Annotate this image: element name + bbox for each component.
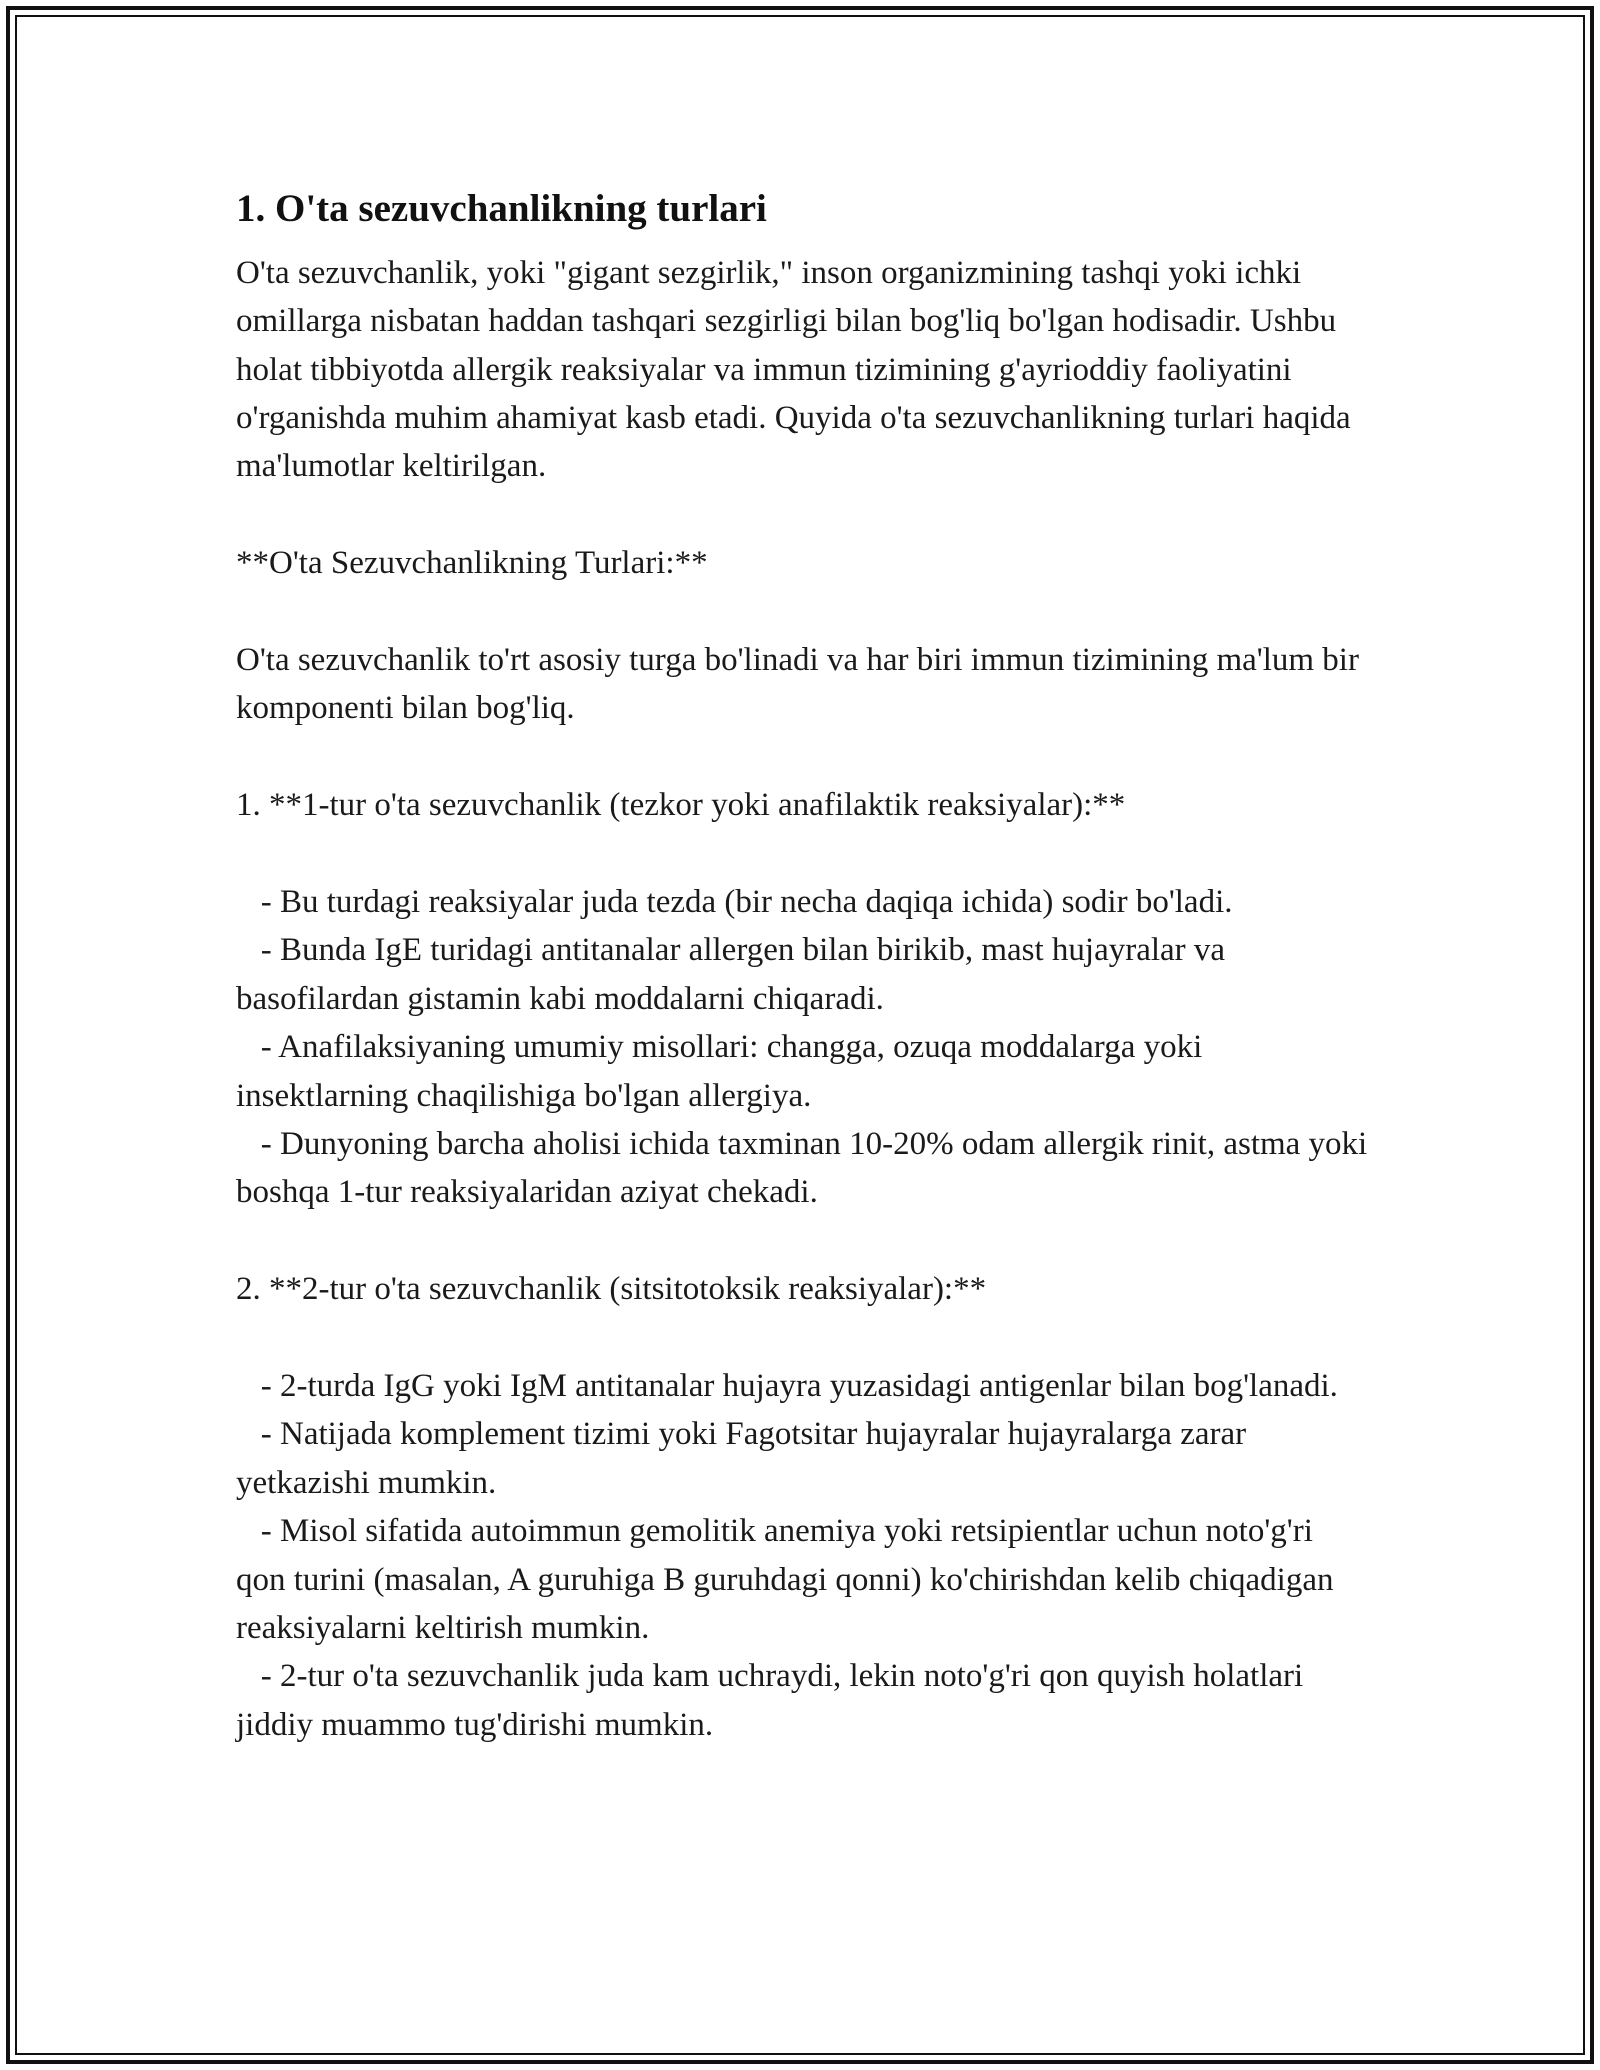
paragraph-gap — [236, 830, 1370, 878]
paragraph-gap — [236, 491, 1370, 539]
type-1-bullet: - Dunyoning barcha aholisi ichida taxminan 10-20% odam allergik rinit, astma yoki boshqa 1-tur reaksiyalaridan aziyat chekadi. — [236, 1126, 1376, 1211]
type-1-bullet: - Bu turdagi reaksiyalar juda tezda (bir necha daqiqa ichida) sodir bo'ladi. — [236, 884, 1233, 921]
section-heading: 1. O'ta sezuvchanlikning turlari — [236, 187, 767, 230]
type-1-title: 1. **1-tur o'ta sezuvchanlik (tezkor yoki anafilaktik reaksiyalar):** — [236, 787, 1126, 824]
type-2-bullet: - 2-tur o'ta sezuvchanlik juda kam uchraydi, lekin noto'g'ri qon quyish holatlari jiddiy muammo tug'dirishi mumkin. — [236, 1658, 1312, 1743]
type-2-bullet: - Natijada komplement tizimi yoki Fagotsitar hujayralar hujayralarga zarar yetkazishi mumkin. — [236, 1416, 1255, 1501]
paragraph-gap — [236, 1314, 1370, 1362]
type-2-bullet: - Misol sifatida autoimmun gemolitik anemiya yoki retsipientlar uchun noto'g'ri qon turini (masalan, A guruhiga B guruhdagi qonni) ko'chirishdan kelib chiqadigan reaksiyalarni keltirish mumkin. — [236, 1513, 1342, 1647]
paragraph-gap — [236, 588, 1370, 636]
type-2-bullet: - 2-turda IgG yoki IgM antitanalar hujayra yuzasidagi antigenlar bilan bog'lanadi. — [236, 1368, 1338, 1405]
paragraph-gap — [236, 733, 1370, 781]
type-1-section — [236, 781, 1376, 1217]
type-2-title: 2. **2-tur o'ta sezuvchanlik (sitsitotoksik reaksiyalar):** — [236, 1271, 987, 1308]
document-body — [236, 186, 1376, 1749]
intro-paragraph: O'ta sezuvchanlik, yoki "gigant sezgirlik," inson organizmining tashqi yoki ichki omillarga nisbatan haddan tashqari sezgirligi bilan bog'liq bo'lgan hodisadir. Ushbu holat tibbiyotda allergik reaksiyalar va immun tizimining g'ayrioddiy faoliyatini o'rganishda muhim ahamiyat kasb etadi. Quyida o'ta sezuvchanlikning turlari haqida ma'lumotlar keltirilgan. — [236, 254, 1359, 485]
overview-paragraph: O'ta sezuvchanlik to'rt asosiy turga bo'linadi va har biri immun tizimining ma'lum bir komponenti bilan bog'liq. — [236, 642, 1368, 727]
paragraph-gap — [236, 1217, 1370, 1265]
type-2-section — [236, 1265, 1370, 1749]
subheading-paragraph: **O'ta Sezuvchanlikning Turlari:** — [236, 545, 708, 582]
type-1-bullet: - Bunda IgE turidagi antitanalar allergen bilan birikib, mast hujayralar va basofilardan gistamin kabi moddalarni chiqaradi. — [236, 932, 1234, 1017]
type-1-bullet: - Anafilaksiyaning umumiy misollari: changga, ozuqa moddalarga yoki insektlarning chaqilishiga bo'lgan allergiya. — [236, 1029, 1211, 1114]
